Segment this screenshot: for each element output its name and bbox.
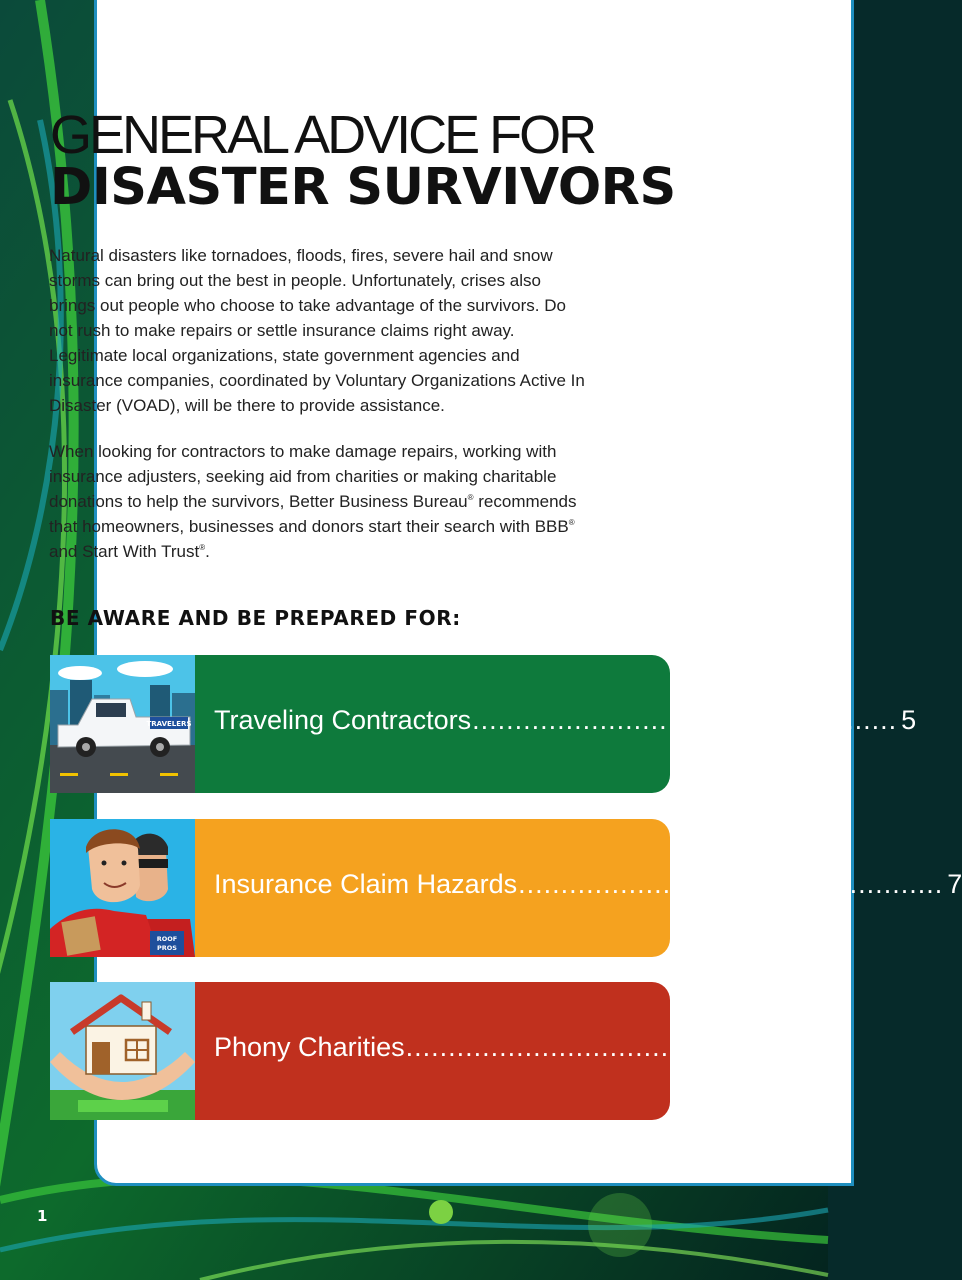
toc-page-number: 9 bbox=[834, 1032, 850, 1062]
badge-line-1: ROOF bbox=[156, 935, 178, 943]
p2-text-3: and Start With Trust bbox=[49, 542, 200, 561]
p2-text-4: . bbox=[205, 542, 210, 561]
intro-paragraph-1: Natural disasters like tornadoes, floods, fires, severe hail and snow storms can bring out the best in people. Unfortunately, crises also brings out people who choose to take advantage of the survivors. Do not rush to make repairs or settle insurance claims right away. Legitimate local organizations, state government agencies and insurance companies, coordinated by Voluntary Organizations Active In Disaster (VOAD), will be there to provide assistance. bbox=[49, 246, 585, 415]
toc-item-traveling-contractors[interactable] bbox=[50, 655, 917, 793]
roofer-illustration bbox=[50, 819, 195, 957]
toc-label: Insurance Claim Hazards bbox=[214, 869, 518, 899]
toc-leader-dots: .................................................. bbox=[518, 869, 944, 899]
toc-item-insurance-claim-hazards[interactable] bbox=[50, 819, 962, 957]
registered-mark: ® bbox=[467, 493, 474, 502]
toc-label: Traveling Contractors bbox=[214, 705, 472, 735]
truck-sign-text: TRAVELERS bbox=[146, 720, 192, 728]
title-line-2: DISASTER SURVIVORS bbox=[50, 158, 676, 217]
intro-paragraph-2 bbox=[49, 439, 589, 564]
toc-label: Phony Charities bbox=[214, 1032, 405, 1062]
badge-line-2: PROS bbox=[157, 944, 177, 952]
p2-text-2: recommends that homeowners, businesses and donors start their search with BBB bbox=[49, 492, 577, 536]
toc-item-phony-charities[interactable] bbox=[50, 982, 850, 1120]
page-number: 1 bbox=[37, 1207, 48, 1225]
toc-entry bbox=[214, 869, 962, 900]
truck-illustration bbox=[50, 655, 195, 793]
p2-text-1: When looking for contractors to make damage repairs, working with insurance adjusters, seeking aid from charities or making charitable donations to help the survivors, Better Business Bureau bbox=[49, 442, 557, 511]
toc-page-number: 7 bbox=[947, 869, 962, 899]
toc-leader-dots: .................................................. bbox=[405, 1032, 831, 1062]
toc-page-number: 5 bbox=[901, 705, 917, 735]
toc-entry bbox=[214, 705, 917, 736]
section-heading: BE AWARE AND BE PREPARED FOR: bbox=[50, 606, 461, 630]
registered-mark: ® bbox=[568, 518, 575, 527]
toc-leader-dots: .................................................. bbox=[472, 705, 898, 735]
toc-entry bbox=[214, 1032, 850, 1063]
title-line-1: GENERAL ADVICE FOR bbox=[50, 105, 595, 165]
house-in-hands-illustration bbox=[50, 982, 195, 1120]
registered-mark: ® bbox=[199, 543, 206, 552]
